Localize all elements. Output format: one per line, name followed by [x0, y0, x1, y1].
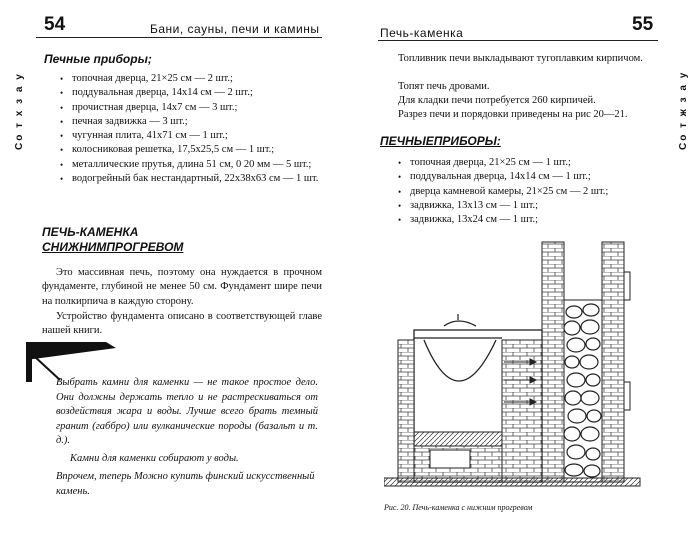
- device-item: • задвижка, 13х24 см — 1 шт.;: [398, 213, 660, 227]
- tip-stones-source: Камни для каменки собирают у воды.: [70, 453, 239, 464]
- header-rule: [378, 40, 658, 41]
- page-number: 55: [632, 14, 654, 35]
- devices-title: ПЕЧНЫЕПРИБОРЫ:: [380, 134, 501, 148]
- section-heading-line2: СНИЖНИМПРОГРЕВОМ: [42, 240, 184, 254]
- paragraph-foundation-ref: Устройство фундамента описано в соответствующей главе нашей книги.: [42, 311, 322, 337]
- side-tab: Со т х з а у: [14, 72, 25, 150]
- stove-cross-section-figure: [384, 232, 684, 502]
- devices-list: [398, 156, 660, 227]
- device-item: • дверца камневой камеры, 21×25 см — 2 шт.;: [398, 185, 660, 199]
- running-head: Печь-каменка: [380, 26, 464, 40]
- tip-artificial-stone: Впрочем, теперь Можно купить финский искусственный камень.: [56, 471, 315, 497]
- device-item: • поддувальная дверца, 14х14 см — 2 шт.;: [60, 86, 322, 100]
- device-item: • печная задвижка — 3 шт.;: [60, 115, 322, 129]
- device-item: • колосниковая решетка, 17,5х25,5 см — 1 шт.;: [60, 143, 322, 157]
- devices-list: [60, 72, 322, 186]
- tip-stones-choice: Выбрать камни для каменки — не такое простое дело. Они должны держать тепло и не растрескиваться от воздействия жара и воды. Лучше всего брать темный гранит (габбро) или вулканические породы (базальт и т. д.).: [56, 377, 318, 446]
- paragraph-firebox: Топливник печи выкладывают тугоплавким кирпичом.: [398, 53, 643, 64]
- paragraph-fuel: Топят печь дровами.: [398, 81, 490, 92]
- header-rule: [36, 37, 322, 38]
- paragraph-figure-ref: Разрез печи и порядовки приведены на рис 20—21.: [398, 109, 628, 120]
- device-item: • водогрейный бак нестандартный, 22х38х63 см — 1 шт.: [60, 172, 322, 186]
- paragraph-bricks: Для кладки печи потребуется 260 кирпичей.: [398, 95, 596, 106]
- right-page: [348, 0, 696, 545]
- running-head: Бани, сауны, печи и камины: [150, 22, 320, 36]
- device-item: • топочная дверца, 21×25 см — 2 шт.;: [60, 72, 322, 86]
- device-item: • задвижка, 13х13 см — 1 шт.;: [398, 199, 660, 213]
- page-number: 54: [44, 14, 66, 35]
- devices-title: Печные приборы;: [44, 52, 152, 66]
- device-item: • чугунная плита, 41х71 см — 1 шт.;: [60, 129, 322, 143]
- section-heading: [42, 225, 183, 255]
- figure-caption: Рис. 20. Печь-каменка с нижним прогревом: [384, 503, 533, 512]
- side-tab: Со т ж з а у: [678, 70, 689, 150]
- device-item: • прочистная дверца, 14х7 см — 3 шт.;: [60, 101, 322, 115]
- device-item: • топочная дверца, 21×25 см — 1 шт.;: [398, 156, 660, 170]
- device-item: • металлические прутья, длина 51 см, 0 20 мм — 5 шт.;: [60, 158, 322, 172]
- section-heading-line1: ПЕЧЬ-КАМЕНКА: [42, 225, 139, 239]
- device-item: • поддувальная дверца, 14х14 см — 1 шт.;: [398, 170, 660, 184]
- paragraph-foundation: Это массивная печь, поэтому она нуждается в прочном фундаменте, глубиной не менее 50 см. Фундамент шире печи на полкирпича в каждую сторону.: [42, 267, 322, 307]
